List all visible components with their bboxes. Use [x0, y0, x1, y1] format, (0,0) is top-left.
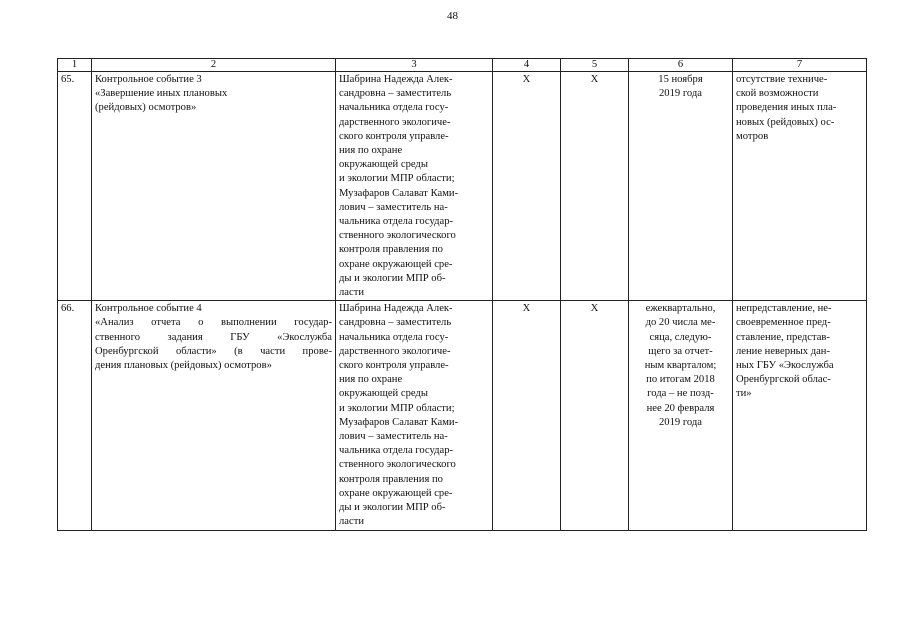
- risk-line: отсутствие техниче-: [736, 74, 828, 85]
- responsible-line: сандровна – заместитель: [339, 88, 452, 100]
- col5-mark: X: [561, 301, 629, 530]
- responsible-line: ственного экологического: [339, 459, 456, 471]
- deadline-line: 15 ноября: [658, 74, 703, 85]
- risk-line: Оренбургской облас-: [736, 374, 831, 386]
- responsible-line: и экологии МПР области;: [339, 402, 455, 414]
- responsible-cell: [336, 301, 493, 530]
- responsible-line: контроля правления по: [339, 244, 443, 256]
- deadline-line: до 20 числа ме-: [645, 317, 716, 329]
- row-number: 65.: [58, 72, 92, 301]
- responsible-line: ния по охране: [339, 374, 403, 386]
- responsible-line: чальника отдела государ-: [339, 445, 454, 457]
- responsible-line: ственного экологического: [339, 230, 456, 242]
- event-line: ственного задания ГБУ «Экослужба: [95, 331, 332, 343]
- deadline-cell: [629, 301, 733, 530]
- deadline-line: года – не позд-: [647, 388, 714, 400]
- deadline-line: сяца, следую-: [649, 331, 712, 343]
- risk-cell: [733, 72, 867, 301]
- event-line: «Завершение иных плановых: [95, 88, 228, 100]
- responsible-line: ды и экологии МПР об-: [339, 502, 446, 514]
- responsible-line: чальника отдела государ-: [339, 216, 454, 228]
- deadline-line: нее 20 февраля: [646, 402, 715, 414]
- responsible-line: окружающей среды: [339, 388, 428, 400]
- responsible-line: контроля правления по: [339, 473, 443, 485]
- responsible-line: ского контроля управле-: [339, 130, 449, 142]
- responsible-line: ды и экологии МПР об-: [339, 272, 446, 284]
- header-cell-7: 7: [733, 59, 867, 72]
- responsible-line: охране окружающей сре-: [339, 487, 453, 499]
- risk-line: новых (рейдовых) ос-: [736, 116, 835, 128]
- responsible-line: окружающей среды: [339, 159, 428, 171]
- responsible-line: Шабрина Надежда Алек-: [339, 303, 453, 315]
- plan-table: [57, 58, 867, 531]
- table-row: [58, 301, 867, 530]
- event-line: (рейдовых) осмотров»: [95, 102, 197, 114]
- responsible-line: и экологии МПР области;: [339, 173, 455, 185]
- risk-line: ти»: [736, 388, 752, 400]
- deadline-line: ежеквартально,: [645, 303, 716, 315]
- risk-line: ление неверных дан-: [736, 345, 831, 357]
- event-line: Оренбургской области» (в части прове-: [95, 345, 332, 357]
- header-cell-4: 4: [493, 59, 561, 72]
- event-line: Контрольное событие 4: [95, 303, 202, 315]
- risk-cell: [733, 301, 867, 530]
- responsible-line: ласти: [339, 516, 364, 528]
- risk-line: ставление, представ-: [736, 331, 830, 343]
- responsible-cell: [336, 72, 493, 301]
- row-number: 66.: [58, 301, 92, 530]
- responsible-line: ского контроля управле-: [339, 360, 449, 372]
- risk-line: мотров: [736, 130, 769, 142]
- responsible-line: Шабрина Надежда Алек-: [339, 74, 453, 85]
- risk-line: своевременное пред-: [736, 317, 831, 329]
- event-cell: [92, 301, 336, 530]
- header-cell-6: 6: [629, 59, 733, 72]
- deadline-line: ным кварталом;: [644, 360, 717, 372]
- event-cell: [92, 72, 336, 301]
- deadline-line: 2019 года: [658, 416, 702, 428]
- table-row: [58, 72, 867, 301]
- responsible-line: сандровна – заместитель: [339, 317, 452, 329]
- deadline-cell: [629, 72, 733, 301]
- risk-line: ской возможности: [736, 88, 819, 100]
- deadline-line: 2019 года: [658, 88, 702, 100]
- responsible-line: охране окружающей сре-: [339, 258, 453, 270]
- risk-line: непредставление, не-: [736, 303, 832, 315]
- col4-mark: X: [493, 301, 561, 530]
- responsible-line: Музафаров Салават Ками-: [339, 187, 459, 199]
- risk-line: проведения иных пла-: [736, 102, 837, 114]
- responsible-line: начальника отдела госу-: [339, 102, 449, 114]
- page-number: 48: [447, 10, 458, 22]
- header-cell-1: 1: [58, 59, 92, 72]
- responsible-line: ласти: [339, 287, 364, 299]
- responsible-line: ния по охране: [339, 145, 403, 157]
- event-line: Контрольное событие 3: [95, 74, 202, 85]
- col4-mark: X: [493, 72, 561, 301]
- deadline-line: по итогам 2018: [646, 374, 715, 386]
- header-row: [58, 59, 867, 72]
- responsible-line: лович – заместитель на-: [339, 201, 448, 213]
- responsible-line: начальника отдела госу-: [339, 331, 449, 343]
- event-line: «Анализ отчета о выполнении государ-: [95, 317, 332, 329]
- responsible-line: Музафаров Салават Ками-: [339, 416, 459, 428]
- header-cell-3: 3: [336, 59, 493, 72]
- event-line: дения плановых (рейдовых) осмотров»: [95, 360, 272, 372]
- deadline-line: щего за отчет-: [648, 345, 713, 357]
- responsible-line: дарственного экологиче-: [339, 116, 451, 128]
- col5-mark: X: [561, 72, 629, 301]
- responsible-line: дарственного экологиче-: [339, 345, 451, 357]
- header-cell-2: 2: [92, 59, 336, 72]
- risk-line: ных ГБУ «Экослужба: [736, 360, 834, 372]
- responsible-line: лович – заместитель на-: [339, 431, 448, 443]
- header-cell-5: 5: [561, 59, 629, 72]
